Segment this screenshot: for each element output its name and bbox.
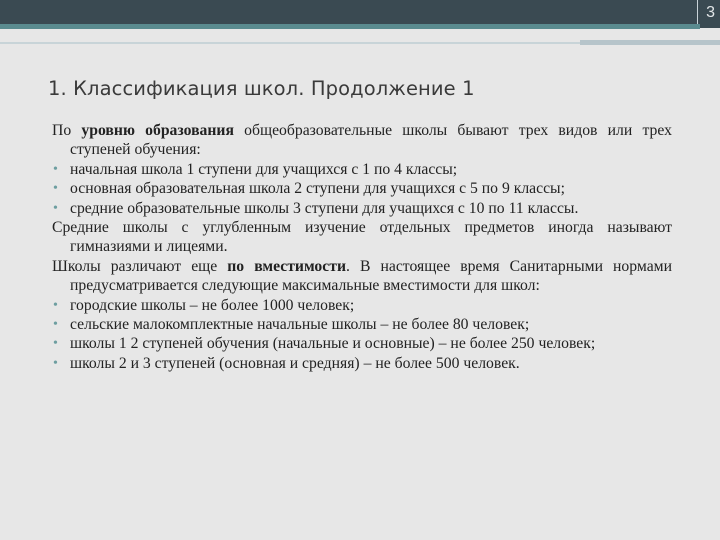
bold-term: по вместимости [227,257,346,275]
list-item-text: средние образовательные школы 3 ступени для учащихся с 10 по 11 классы. [70,199,579,217]
text-run: Школы различают еще [52,257,228,275]
list-item-text: основная образовательная школа 2 ступени для учащихся с 5 по 9 классы; [70,180,565,198]
paragraph-capacity [52,257,672,296]
bold-term: уровню образования [81,122,234,139]
list-item [52,354,672,373]
list-item-text: школы 1 2 ступеней обучения (начальные и основные) – не более 250 человек; [70,335,596,353]
bullet-icon: • [53,200,58,216]
text-run: общеобразовательные школы бывают трех видов или трех ступеней обучения: [70,122,672,159]
list-item-text: школы 2 и 3 ступеней (основная и средняя) – не более 500 человек. [70,354,520,372]
list-item [52,160,672,179]
slide-number-box [697,0,720,28]
list-item [52,179,672,198]
list-item [52,315,672,334]
paragraph-gymnasiums: Средние школы с углубленным изучение отдельных предметов иногда называют гимназиями и лицеями. [52,219,672,256]
bullet-icon: • [53,297,58,313]
bullet-icon: • [53,161,58,177]
bullet-icon: • [53,317,58,333]
slide-body [52,121,672,373]
bullet-icon: • [53,336,58,352]
list-item-text: сельские малокомплектные начальные школы – не более 80 человек; [70,316,530,334]
list-item [52,334,672,353]
divider-accent [580,40,720,45]
bullet-icon: • [53,355,58,371]
list-item [52,199,672,218]
paragraph-education-level [52,121,672,160]
slide-number: 3 [706,4,715,21]
text-run: По [52,122,82,139]
text-run: . В настоящее время Санитарными нормами предусматривается следующие максимальные вместимости для школ: [70,257,672,295]
slide-title: 1. Классификация школ. Продолжение 1 [48,77,475,100]
divider-line [0,42,580,44]
header-bar [0,0,720,24]
accent-line [0,24,700,29]
list-item [52,296,672,315]
bullet-icon: • [53,181,58,197]
list-item-text: городские школы – не более 1000 человек; [70,296,355,314]
list-item-text: начальная школа 1 ступени для учащихся с 1 по 4 классы; [70,160,458,178]
